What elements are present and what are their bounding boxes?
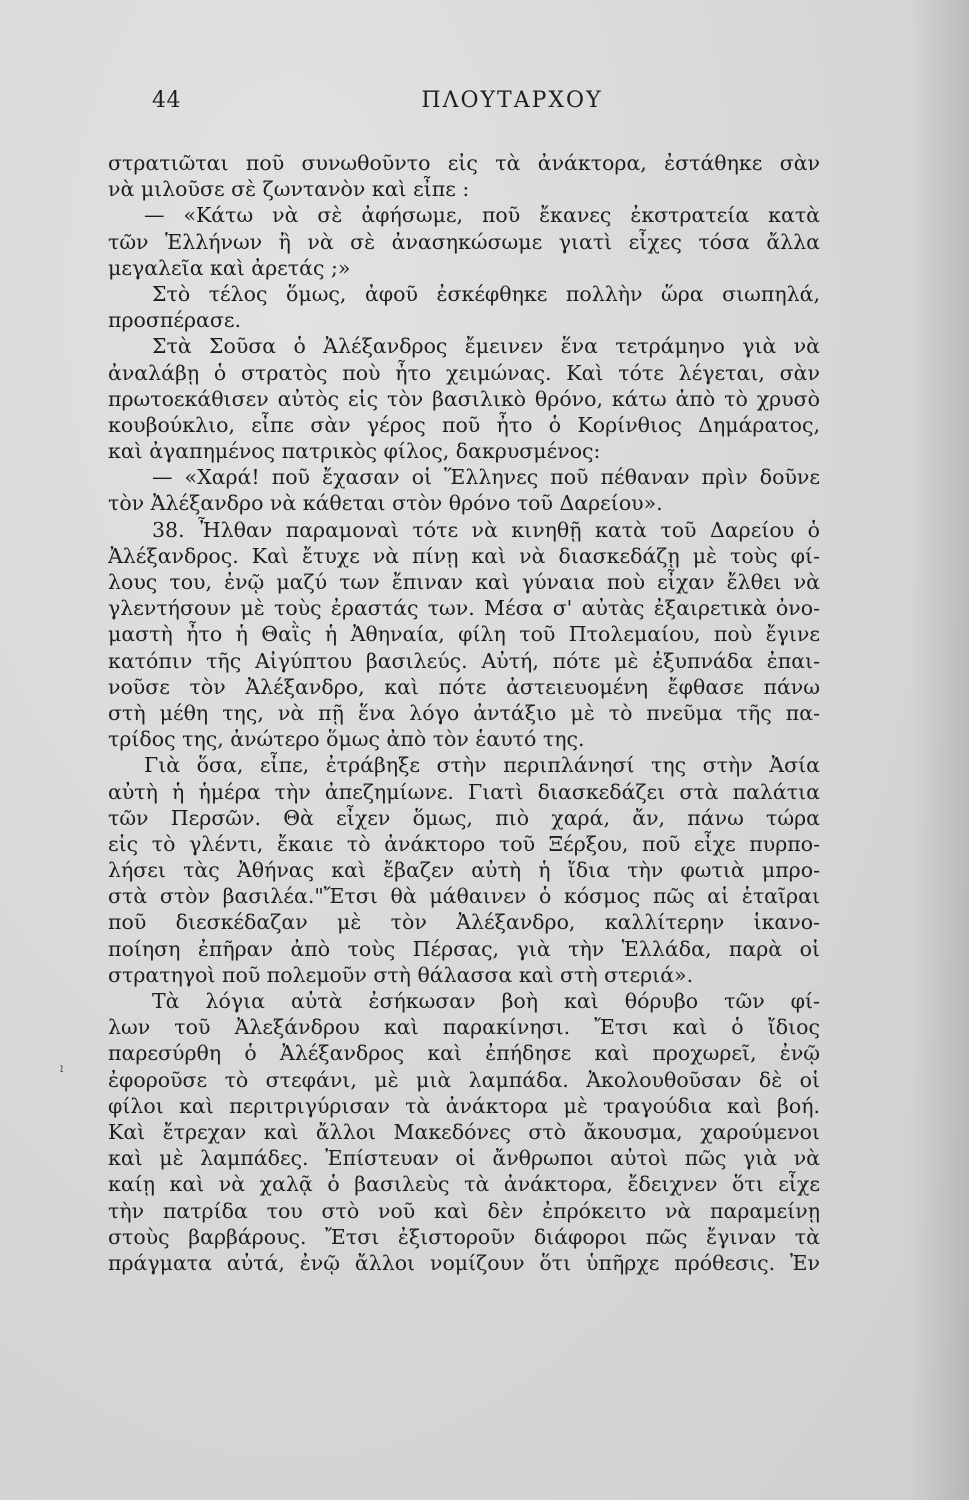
text-line: ποῦ διεσκέδαζαν μὲ τὸν Ἀλέξανδρο, καλλίτερην ἱκανο-	[108, 910, 820, 935]
text-line: Γιὰ ὅσα, εἶπε, ἐτράβηξε στὴν περιπλάνησί της στὴν Ἀσία	[144, 753, 820, 778]
text-line: λων τοῦ Ἀλεξάνδρου καὶ παρακίνησι. Ἔτσι καὶ ὁ ἴδιος	[108, 1015, 820, 1040]
text-line: τῶν Ἑλλήνων ἢ νὰ σὲ ἀνασηκώσωμε γιατὶ εἶχες τόσα ἄλλα	[108, 229, 820, 254]
text-line: καὶ ἀγαπημένος πατρικὸς φίλος, δακρυσμένος:	[108, 439, 601, 464]
page-edge-shadow	[909, 0, 969, 1500]
text-line: Καὶ ἔτρεχαν καὶ ἄλλοι Μακεδόνες στὸ ἄκουσμα, χαρούμενοι	[108, 1119, 820, 1144]
text-line: νὰ μιλοῦσε σὲ ζωντανὸν καὶ εἶπε :	[108, 177, 470, 202]
text-line: μαστὴ ἦτο ἡ Θαῒς ἡ Ἀθηναία, φίλη τοῦ Πτολεμαίου, ποὺ ἔγινε	[108, 622, 820, 647]
text-line: λους του, ἐνῷ μαζύ των ἔπιναν καὶ γύναια ποὺ εἶχαν ἔλθει νὰ	[108, 570, 820, 594]
text-line: 38. Ἦλθαν παραμοναὶ τότε νὰ κινηθῇ κατὰ τοῦ Δαρείου ὁ	[152, 517, 820, 542]
text-line: Ἀλέξανδρος. Καὶ ἔτυχε νὰ πίνῃ καὶ νὰ διασκεδάζῃ μὲ τοὺς φί-	[108, 543, 820, 568]
text-line: τὸν Ἀλέξανδρο νὰ κάθεται στὸν θρόνο τοῦ Δαρείου».	[108, 491, 663, 516]
page-number: 44	[152, 88, 181, 113]
text-line: στὰ στὸν βασιλέα."Ἔτσι θὰ μάθαινεν ὁ κόσμος πῶς αἱ ἑταῖραι	[108, 884, 820, 909]
text-line: ἀναλάβῃ ὁ στρατὸς ποὺ ἦτο χειμώνας. Καὶ τότε λέγεται, σὰν	[108, 360, 820, 385]
page-header	[152, 88, 812, 122]
text-line: ποίηση ἐπῆραν ἀπὸ τοὺς Πέρσας, γιὰ τὴν Ἑλλάδα, παρὰ οἱ	[108, 936, 820, 961]
text-line: τῶν Περσῶν. Θὰ εἶχεν ὅμως, πιὸ χαρά, ἄν, πάνω τώρα	[108, 805, 820, 830]
text-line: Στὸ τέλος ὅμως, ἀφοῦ ἐσκέφθηκε πολλὴν ὥρα σιωπηλά,	[152, 281, 820, 306]
text-line: στρατηγοὶ ποῦ πολεμοῦν στὴ θάλασσα καὶ στὴ στεριά».	[108, 962, 694, 987]
text-line: καίῃ καὶ νὰ χαλᾷ ὁ βασιλεὺς τὰ ἀνάκτορα, ἔδειχνεν ὅτι εἶχε	[108, 1172, 820, 1197]
text-line: νοῦσε τὸν Ἀλέξανδρο, καὶ πότε ἀστειευομένη ἔφθασε πάνω	[108, 674, 820, 699]
text-line: παρεσύρθη ὁ Ἀλέξανδρος καὶ ἐπήδησε καὶ προχωρεῖ, ἐνῷ	[108, 1041, 820, 1066]
text-line: κατόπιν τῆς Αἰγύπτου βασιλεύς. Αὐτή, πότε μὲ ἐξυπνάδα ἐπαι-	[108, 648, 820, 673]
text-line: μεγαλεῖα καὶ ἀρετάς ;»	[108, 255, 351, 280]
text-line: Τὰ λόγια αὐτὰ ἐσήκωσαν βοὴ καὶ θόρυβο τῶν φί-	[152, 989, 820, 1013]
text-line: στοὺς βαρβάρους. Ἔτσι ἐξιστοροῦν διάφοροι πῶς ἔγιναν τὰ	[108, 1224, 820, 1249]
text-line: πρωτοεκάθισεν αὐτὸς εἰς τὸν βασιλικὸ θρόνο, κάτω ἀπὸ τὸ χρυσὸ	[108, 386, 820, 411]
text-line: γλεντήσουν μὲ τοὺς ἐραστάς των. Μέσα σ' αὐτὰς ἐξαιρετικὰ ὀνο-	[108, 596, 820, 621]
text-line: προσπέρασε.	[108, 308, 241, 333]
text-line: καὶ μὲ λαμπάδες. Ἐπίστευαν οἱ ἄνθρωποι αὐτοὶ πῶς γιὰ νὰ	[108, 1146, 820, 1171]
text-line: εἰς τὸ γλέντι, ἔκαιε τὸ ἀνάκτορο τοῦ Ξέρξου, ποῦ εἶχε πυρπο-	[108, 831, 820, 856]
running-title: ΠΛΟΥΤΑΡΧΟΥ	[421, 88, 603, 113]
text-line: Στὰ Σοῦσα ὁ Ἀλέξανδρος ἔμεινεν ἕνα τετράμηνο γιὰ νὰ	[152, 334, 820, 359]
text-line: πράγματα αὐτά, ἐνῷ ἄλλοι νομίζουν ὅτι ὑπῆρχε πρόθεσις. Ἐν	[108, 1250, 820, 1275]
text-line: φίλοι καὶ περιτριγύρισαν τὰ ἀνάκτορα μὲ τραγούδια καὶ βοή.	[108, 1093, 820, 1118]
text-line: λήσει τὰς Ἀθήνας καὶ ἔβαζεν αὐτὴ ἡ ἴδια τὴν φωτιὰ μπρο-	[108, 858, 820, 883]
text-line: αὐτὴ ἡ ἡμέρα τὴν ἀπεζημίωνε. Γιατὶ διασκεδάζει στὰ παλάτια	[108, 779, 820, 804]
body-text	[108, 150, 820, 1276]
text-line: στρατιῶται ποῦ συνωθοῦντο εἰς τὰ ἀνάκτορα, ἐστάθηκε σὰν	[108, 151, 820, 175]
text-line: κουβούκλιο, εἶπε σὰν γέρος ποῦ ἦτο ὁ Κορίνθιος Δημάρατος,	[108, 412, 820, 437]
text-line: — «Κάτω νὰ σὲ ἀφήσωμε, ποῦ ἔκανες ἐκστρατεία κατὰ	[144, 203, 820, 228]
text-line: στὴ μέθη της, νὰ πῇ ἕνα λόγο ἀντάξιο μὲ τὸ πνεῦμα τῆς πα-	[108, 700, 820, 725]
text-line: ἐφοροῦσε τὸ στεφάνι, μὲ μιὰ λαμπάδα. Ἀκολουθοῦσαν δὲ οἱ	[108, 1067, 820, 1092]
text-line: τὴν πατρίδα του στὸ νοῦ καὶ δὲν ἐπρόκειτο νὰ παραμείνῃ	[108, 1198, 820, 1223]
margin-mark: ܐ	[60, 1061, 64, 1075]
text-line: τρίδος της, ἀνώτερο ὅμως ἀπὸ τὸν ἑαυτό της.	[108, 727, 585, 752]
text-line: — «Χαρά! ποῦ ἔχασαν οἱ Ἕλληνες ποῦ πέθαναν πρὶν δοῦνε	[152, 465, 820, 490]
